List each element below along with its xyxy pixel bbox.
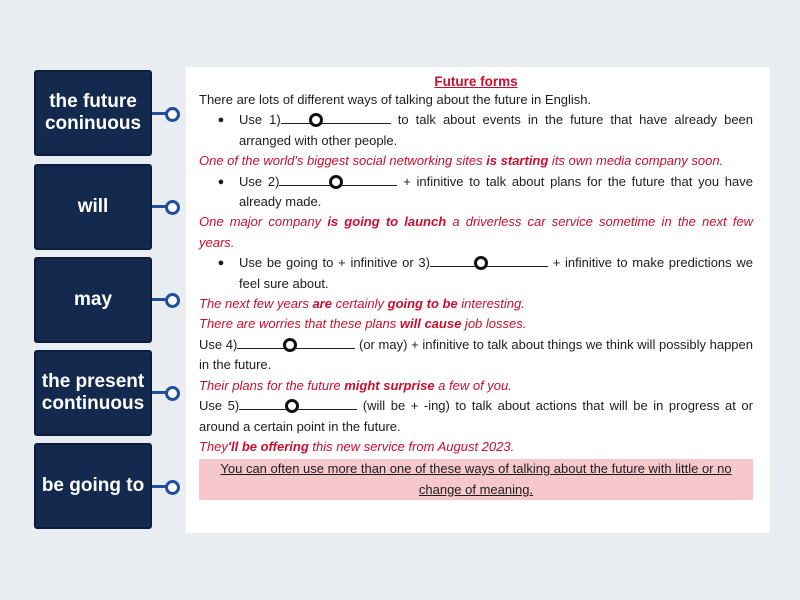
card-handle[interactable]: [165, 107, 180, 122]
rule-text: + infinitive to make predictions we feel sure about.: [239, 255, 754, 291]
drop-target[interactable]: [309, 113, 323, 127]
rule-3: [199, 253, 753, 294]
rule-2: [199, 172, 753, 213]
blank-5[interactable]: [239, 397, 357, 410]
answer-card-may[interactable]: [34, 257, 152, 343]
blank-2[interactable]: [279, 173, 397, 186]
example-6: They'll be offering this new service from August 2023.: [199, 438, 515, 454]
card-label: will: [77, 196, 109, 217]
card-label: the present continuous: [41, 371, 145, 414]
rule-text: Use 1): [239, 112, 281, 128]
example-4: There are worries that these plans will cause job losses.: [199, 316, 527, 332]
blank-3[interactable]: [430, 254, 548, 267]
rule-4: Use 4) (or may) + infinitive to talk about things we think will possibly happen in the future.: [199, 336, 753, 373]
intro-text: There are lots of different ways of talking about the future in English.: [199, 92, 592, 107]
answer-card-present-continuous[interactable]: [34, 350, 152, 436]
blank-4[interactable]: [237, 336, 355, 349]
bullet-dot: ●: [217, 175, 225, 188]
meaning-note: You can often use more than one of these ways of talking about the future with little or no change of meaning.: [199, 459, 753, 500]
drop-target[interactable]: [474, 256, 488, 270]
rule-5: Use 5) (will be + -ing) to talk about actions that will be in progress at or around a certain point in the future.: [199, 398, 753, 434]
example-3: The next few years are certainly going to be interesting.: [199, 296, 525, 312]
example-1: One of the world's biggest social networking sites is starting its own media company soon.: [199, 153, 724, 169]
card-label: be going to: [41, 475, 145, 496]
card-label: the future coninuous: [44, 91, 142, 134]
answer-card-will[interactable]: [34, 164, 152, 250]
example-2: One major company is going to launch a driverless car service sometime in the next few years.: [199, 214, 754, 250]
answer-card-be-going-to[interactable]: [34, 443, 152, 529]
example-5: Their plans for the future might surprise a few of you.: [199, 377, 512, 393]
rule-text: Use 2): [239, 173, 280, 189]
bullet-dot: ●: [217, 114, 225, 127]
answer-card-future-continuous[interactable]: [34, 70, 152, 156]
card-handle[interactable]: [165, 386, 180, 401]
bullet-dot: ●: [217, 257, 225, 270]
rule-text: + infinitive to talk about plans for the future that you have already made.: [239, 173, 753, 210]
card-handle[interactable]: [165, 480, 180, 495]
card-handle[interactable]: [165, 200, 180, 215]
drop-target[interactable]: [285, 399, 299, 413]
blank-1[interactable]: [281, 111, 391, 124]
drop-target[interactable]: [283, 338, 297, 352]
rule-text: Use be going to + infinitive or 3): [239, 255, 430, 271]
card-handle[interactable]: [165, 293, 180, 308]
worksheet-title: Future forms: [434, 74, 518, 89]
drop-target[interactable]: [329, 175, 343, 189]
card-label: may: [73, 289, 113, 310]
worksheet: [186, 67, 770, 533]
rule-text: to talk about events in the future that have already been arranged with other people.: [239, 112, 754, 148]
rule-1: [199, 110, 753, 151]
